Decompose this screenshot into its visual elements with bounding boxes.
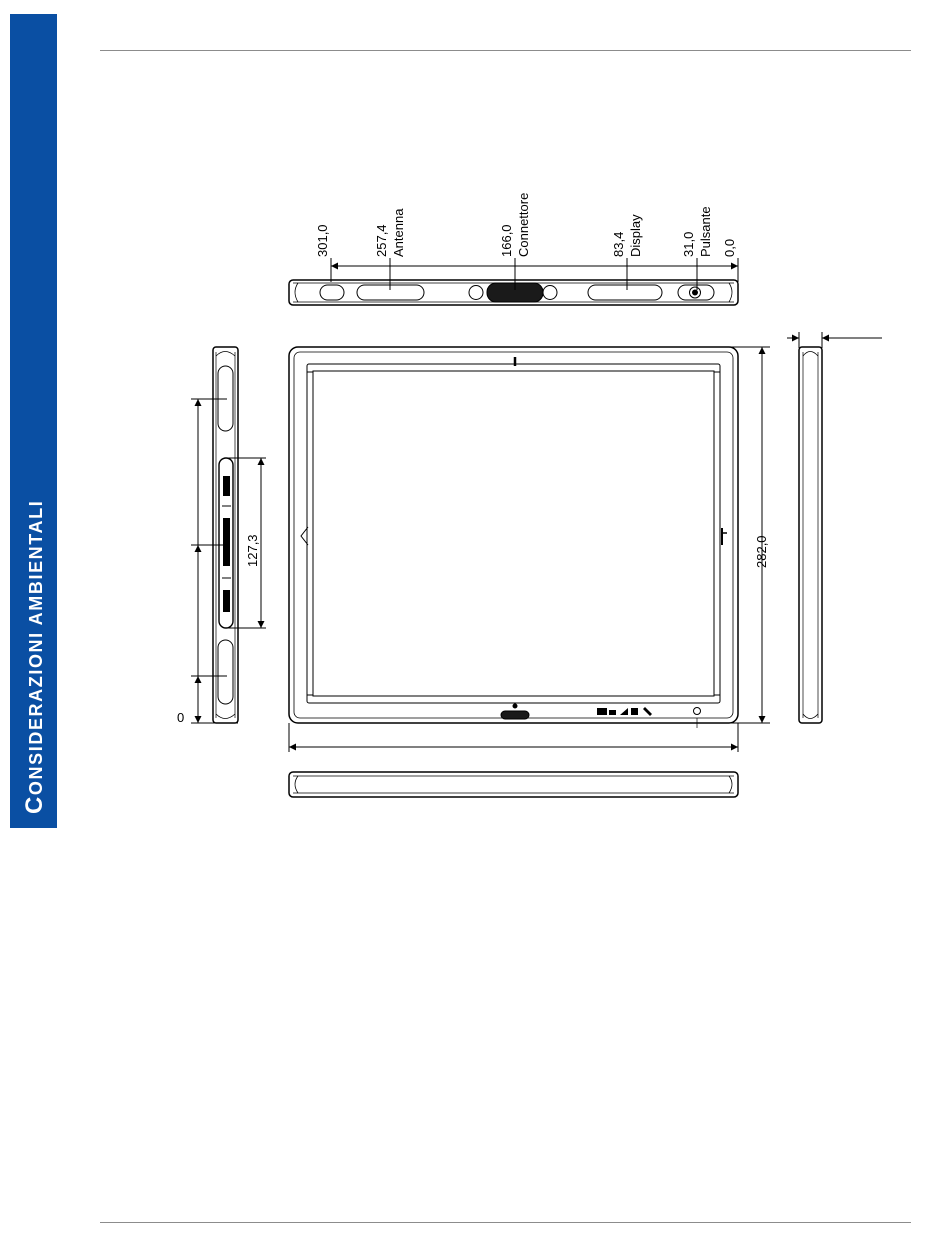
connector-icon	[501, 711, 529, 719]
dim-31: 31,0	[681, 231, 696, 257]
label-display: Display	[628, 214, 643, 257]
dim-0-left: 0	[177, 710, 185, 725]
power-indicator	[694, 708, 701, 715]
connector-screw-left	[469, 286, 483, 300]
label-antenna: Antenna	[391, 208, 406, 257]
connector-screw-right	[543, 286, 557, 300]
top-edge-view	[289, 258, 738, 305]
right-edge-view	[787, 332, 882, 723]
label-connettore: Connettore	[516, 192, 531, 257]
label-pulsante: Pulsante	[698, 206, 713, 257]
dim-257: 257,4	[374, 224, 389, 257]
section-title-initial: C	[21, 795, 48, 814]
dim-301: 301,0	[315, 224, 330, 257]
dim-0-top: 0,0	[722, 238, 737, 257]
top-dimension-labels	[315, 193, 737, 257]
front-view	[289, 347, 770, 752]
display-window	[588, 285, 662, 300]
bottom-edge-view	[289, 772, 738, 797]
dim-127: 127,3	[245, 534, 260, 567]
dim-83: 83,4	[611, 231, 626, 257]
status-icons	[597, 707, 652, 716]
dim-282: 282,0	[754, 535, 769, 568]
top-slot-left	[320, 285, 344, 300]
dim-166: 166,0	[499, 224, 514, 257]
section-title-rest: ONSIDERAZIONI AMBIENTALI	[26, 499, 46, 796]
